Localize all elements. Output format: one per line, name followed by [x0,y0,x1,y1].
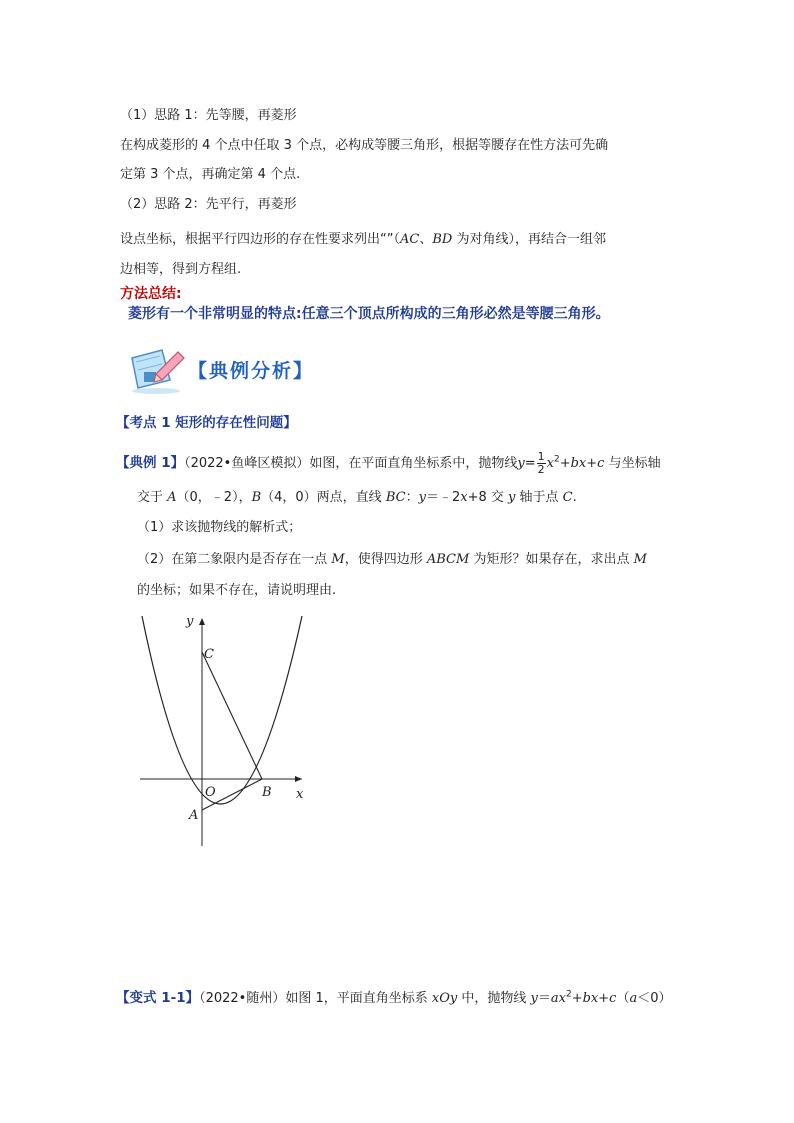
idea-2-line [120,196,297,214]
variant-rest: +bx+c [571,991,617,1006]
label-x: x [296,787,304,802]
example-1-tail: 与坐标轴 [604,456,661,471]
p5-sep: 、 [419,232,433,247]
q2-text-a: （2）在第二象限内是否存在一点 [137,552,332,567]
question-2-line-2: 的坐标；如果不存在，请说明理由. [137,583,337,598]
label-o: O [205,785,216,800]
eq-exponent: 2 [553,454,560,465]
label-a: A [189,808,199,823]
question-1: （1）求该抛物线的解析式； [137,520,302,535]
segment-cb [202,652,262,779]
kaodian-heading: 【考点 1 矩形的存在性问题】 [116,415,297,431]
l2-text-a: 交于 [137,490,168,505]
variant-y: y [530,991,538,1006]
paragraph-text-6: 边相等，得到方程组. [120,262,242,277]
fraction-half [537,451,546,476]
point-c: C [562,490,573,505]
paragraph-text-3: 定第 3 个点，再确定第 4 个点. [120,167,301,182]
x-axis-arrow [295,776,302,782]
line-bc: BC [385,490,406,505]
paragraph-line-3 [120,166,300,184]
p5-bd: BD [432,232,453,247]
l2-colon: ： [405,490,419,505]
eq-x: x [546,456,554,471]
q2-text-c: 为矩形？如果存在，求出点 [469,552,634,567]
p5-text-a: 设点坐标，根据平行四边形的存在性要求列出“”（ [120,232,400,247]
l2-y-axis: y [508,490,516,505]
fraction-denominator: 2 [537,463,545,476]
parabola-figure [132,612,312,852]
l2-x: x [460,490,468,505]
label-c: C [204,647,214,662]
l2-text-b: （0，﹣2）， [176,490,252,505]
example-1-label: 【典例 1】 [116,455,185,471]
l2-text-c: （4，0）两点，直线 [261,490,386,505]
label-y: y [186,614,194,629]
variant-condition: ＜0） [637,991,672,1006]
fraction-numerator: 1 [537,450,545,463]
variant-1-1-line [116,989,672,1008]
label-b: B [262,785,272,800]
example-1-line-2 [137,489,577,507]
p5-text-e: 为对角线），再结合一组邻 [452,232,606,247]
variant-paren-open: （ [616,991,630,1006]
eq-y: y [517,456,525,471]
variant-exponent: 2 [565,989,572,1000]
quad-abcm: ABCM [426,552,470,567]
q2-text-b: ，使得四边形 [344,552,427,567]
l2-text-g: 轴于点 [515,490,563,505]
parabola-curve [142,616,302,804]
paragraph-line-6 [120,261,241,279]
point-m: M [331,552,345,567]
variant-label: 【变式 1-1】 [116,990,200,1006]
method-summary-text: 菱形有一个非常明显的特点:任意三个顶点所构成的三角形必然是等腰三角形。 [128,306,610,322]
l2-y: y [418,490,426,505]
variant-text-a: （2022•随州）如图 1，平面直角坐标系 [199,991,432,1006]
l2-text-e: ＝﹣2 [425,490,461,505]
variant-a: a [629,991,638,1006]
point-b: B [251,490,262,505]
example-1-line-1 [116,451,661,476]
idea-1-line [120,107,297,125]
pencil-paper-icon [126,344,188,396]
l2-period: . [572,490,577,505]
idea-1-text: （1）思路 1：先等腰，再菱形 [120,108,297,123]
method-summary-title: 方法总结: [120,286,182,302]
variant-equals: ＝ [537,991,551,1006]
eq-equals: = [524,456,536,471]
question-2-line-1 [137,551,647,569]
example-1-source: （2022•鱼峰区模拟）如图，在平面直角坐标系中，抛物线 [184,456,518,471]
paragraph-line-2 [120,137,608,155]
variant-ax: ax [550,991,566,1006]
xoy-system: xOy [431,991,458,1006]
idea-2-text: （2）思路 2：先平行，再菱形 [120,197,297,212]
paragraph-line-5 [120,231,606,249]
y-axis-arrow [199,618,205,625]
banner-title: 【典例分析】 [188,360,315,382]
paragraph-text-2: 在构成菱形的 4 个点中任取 3 个点，必构成等腰三角形，根据等腰存在性方法可先确 [120,138,609,153]
l2-text-f: +8 交 [467,490,509,505]
point-m-2: M [633,552,647,567]
example-analysis-banner [126,344,316,396]
eq-rest: +bx+c [559,456,605,471]
point-a: A [167,490,177,505]
variant-text-b: 中，抛物线 [457,991,531,1006]
p5-ac: AC [399,232,420,247]
